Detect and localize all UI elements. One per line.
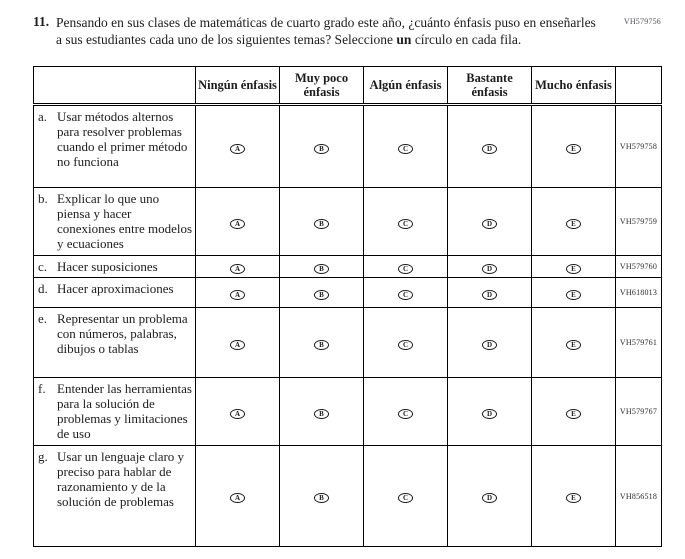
row-code: VH579758 (616, 105, 662, 188)
column-header: Ningún énfasis (196, 67, 280, 105)
question-text-part1: Pensando en sus clases de matemáticas de cuarto grado este año, ¿cuánto énfasis puso en enseñarles a sus estudiantes cada uno de los siguientes temas? Seleccione (56, 15, 596, 47)
answer-circle-c[interactable]: C (398, 264, 413, 274)
row-label-cell (34, 278, 196, 308)
answer-circle-b[interactable]: B (314, 290, 329, 300)
answer-circle-c[interactable]: C (398, 340, 413, 350)
answer-circle-e[interactable]: E (566, 219, 581, 229)
row-code: VH579759 (616, 188, 662, 256)
row-text: Representar un problema con números, palabras, dibujos o tablas (57, 311, 188, 356)
table-body (34, 105, 662, 547)
row-code: VH579767 (616, 378, 662, 446)
row-text: Entender las herramientas para la solución de problemas y limitaciones de uso (57, 381, 192, 441)
answer-circle-d[interactable]: D (482, 340, 497, 350)
table-row (34, 378, 662, 446)
row-label-cell (34, 308, 196, 378)
emphasis-matrix-table (33, 66, 662, 547)
option-cell (196, 256, 280, 278)
answer-circle-c[interactable]: C (398, 290, 413, 300)
option-cell (280, 188, 364, 256)
row-text: Hacer aproximaciones (57, 281, 174, 296)
option-cell (448, 105, 532, 188)
row-code: VH856518 (616, 446, 662, 547)
option-cell (364, 378, 448, 446)
column-header: Algún énfasis (364, 67, 448, 105)
row-code: VH579760 (616, 256, 662, 278)
column-header: Muy poco énfasis (280, 67, 364, 105)
table-row (34, 256, 662, 278)
option-cell (448, 308, 532, 378)
option-cell (196, 308, 280, 378)
row-label-cell (34, 446, 196, 547)
row-code: VH579761 (616, 308, 662, 378)
column-header: Mucho énfasis (532, 67, 616, 105)
row-letter: c. (38, 259, 48, 274)
answer-circle-c[interactable]: C (398, 493, 413, 503)
row-label-cell (34, 188, 196, 256)
answer-circle-a[interactable]: A (230, 219, 245, 229)
row-label-cell (34, 256, 196, 278)
row-text: Hacer suposiciones (57, 259, 158, 274)
row-code: VH618013 (616, 278, 662, 308)
row-text: Usar un lenguaje claro y preciso para hablar de razonamiento y de la solución de problemas (57, 449, 185, 509)
option-cell (448, 256, 532, 278)
option-cell (532, 446, 616, 547)
column-header: Bastante énfasis (448, 67, 532, 105)
row-letter: g. (38, 449, 48, 464)
table-row (34, 446, 662, 547)
question-text (56, 14, 596, 48)
answer-circle-c[interactable]: C (398, 144, 413, 154)
question-block (33, 14, 613, 48)
question-text-bold: un (396, 32, 412, 47)
answer-circle-a[interactable]: A (230, 493, 245, 503)
option-cell (280, 105, 364, 188)
answer-circle-b[interactable]: B (314, 264, 329, 274)
answer-circle-d[interactable]: D (482, 409, 497, 419)
answer-circle-a[interactable]: A (230, 264, 245, 274)
option-cell (364, 256, 448, 278)
option-cell (280, 308, 364, 378)
answer-circle-a[interactable]: A (230, 290, 245, 300)
answer-circle-d[interactable]: D (482, 264, 497, 274)
option-cell (448, 278, 532, 308)
option-cell (532, 278, 616, 308)
option-cell (532, 378, 616, 446)
answer-circle-d[interactable]: D (482, 493, 497, 503)
row-letter: b. (38, 191, 48, 206)
row-letter: f. (38, 381, 46, 396)
answer-circle-c[interactable]: C (398, 219, 413, 229)
option-cell (280, 378, 364, 446)
answer-circle-e[interactable]: E (566, 340, 581, 350)
option-cell (280, 256, 364, 278)
option-cell (364, 188, 448, 256)
option-cell (448, 378, 532, 446)
option-cell (532, 188, 616, 256)
option-cell (196, 278, 280, 308)
row-label-cell (34, 105, 196, 188)
answer-circle-e[interactable]: E (566, 493, 581, 503)
answer-circle-d[interactable]: D (482, 219, 497, 229)
option-cell (196, 378, 280, 446)
question-number: 11. (33, 14, 50, 29)
answer-circle-d[interactable]: D (482, 144, 497, 154)
question-text-part2: círculo en cada fila. (411, 32, 522, 47)
answer-circle-d[interactable]: D (482, 290, 497, 300)
answer-circle-a[interactable]: A (230, 409, 245, 419)
page-item-code: VH579756 (623, 17, 661, 26)
row-text: Explicar lo que uno piensa y hacer conexiones entre modelos y ecuaciones (57, 191, 193, 251)
option-cell (364, 278, 448, 308)
option-cell (364, 308, 448, 378)
table-row (34, 278, 662, 308)
option-cell (196, 188, 280, 256)
option-cell (532, 256, 616, 278)
table-row (34, 105, 662, 188)
option-cell (364, 446, 448, 547)
answer-circle-b[interactable]: B (314, 493, 329, 503)
option-cell (532, 308, 616, 378)
option-cell (196, 105, 280, 188)
row-label-cell (34, 378, 196, 446)
header-empty-code (616, 67, 662, 105)
answer-circle-a[interactable]: A (230, 340, 245, 350)
answer-circle-b[interactable]: B (314, 340, 329, 350)
option-cell (364, 105, 448, 188)
option-cell (196, 446, 280, 547)
header-empty-label (34, 67, 196, 105)
row-text: Usar métodos alternos para resolver problemas cuando el primer método no funciona (57, 109, 188, 169)
table-row (34, 308, 662, 378)
row-letter: e. (38, 311, 48, 326)
option-cell (448, 188, 532, 256)
option-cell (448, 446, 532, 547)
answer-circle-c[interactable]: C (398, 409, 413, 419)
table-row (34, 188, 662, 256)
row-letter: a. (38, 109, 48, 124)
answer-circle-b[interactable]: B (314, 219, 329, 229)
row-letter: d. (38, 281, 48, 296)
answer-circle-e[interactable]: E (566, 290, 581, 300)
answer-circle-b[interactable]: B (314, 144, 329, 154)
answer-circle-e[interactable]: E (566, 409, 581, 419)
option-cell (280, 278, 364, 308)
answer-circle-a[interactable]: A (230, 144, 245, 154)
option-cell (532, 105, 616, 188)
answer-circle-e[interactable]: E (566, 264, 581, 274)
answer-circle-b[interactable]: B (314, 409, 329, 419)
option-cell (280, 446, 364, 547)
header-row (34, 67, 662, 105)
answer-circle-e[interactable]: E (566, 144, 581, 154)
